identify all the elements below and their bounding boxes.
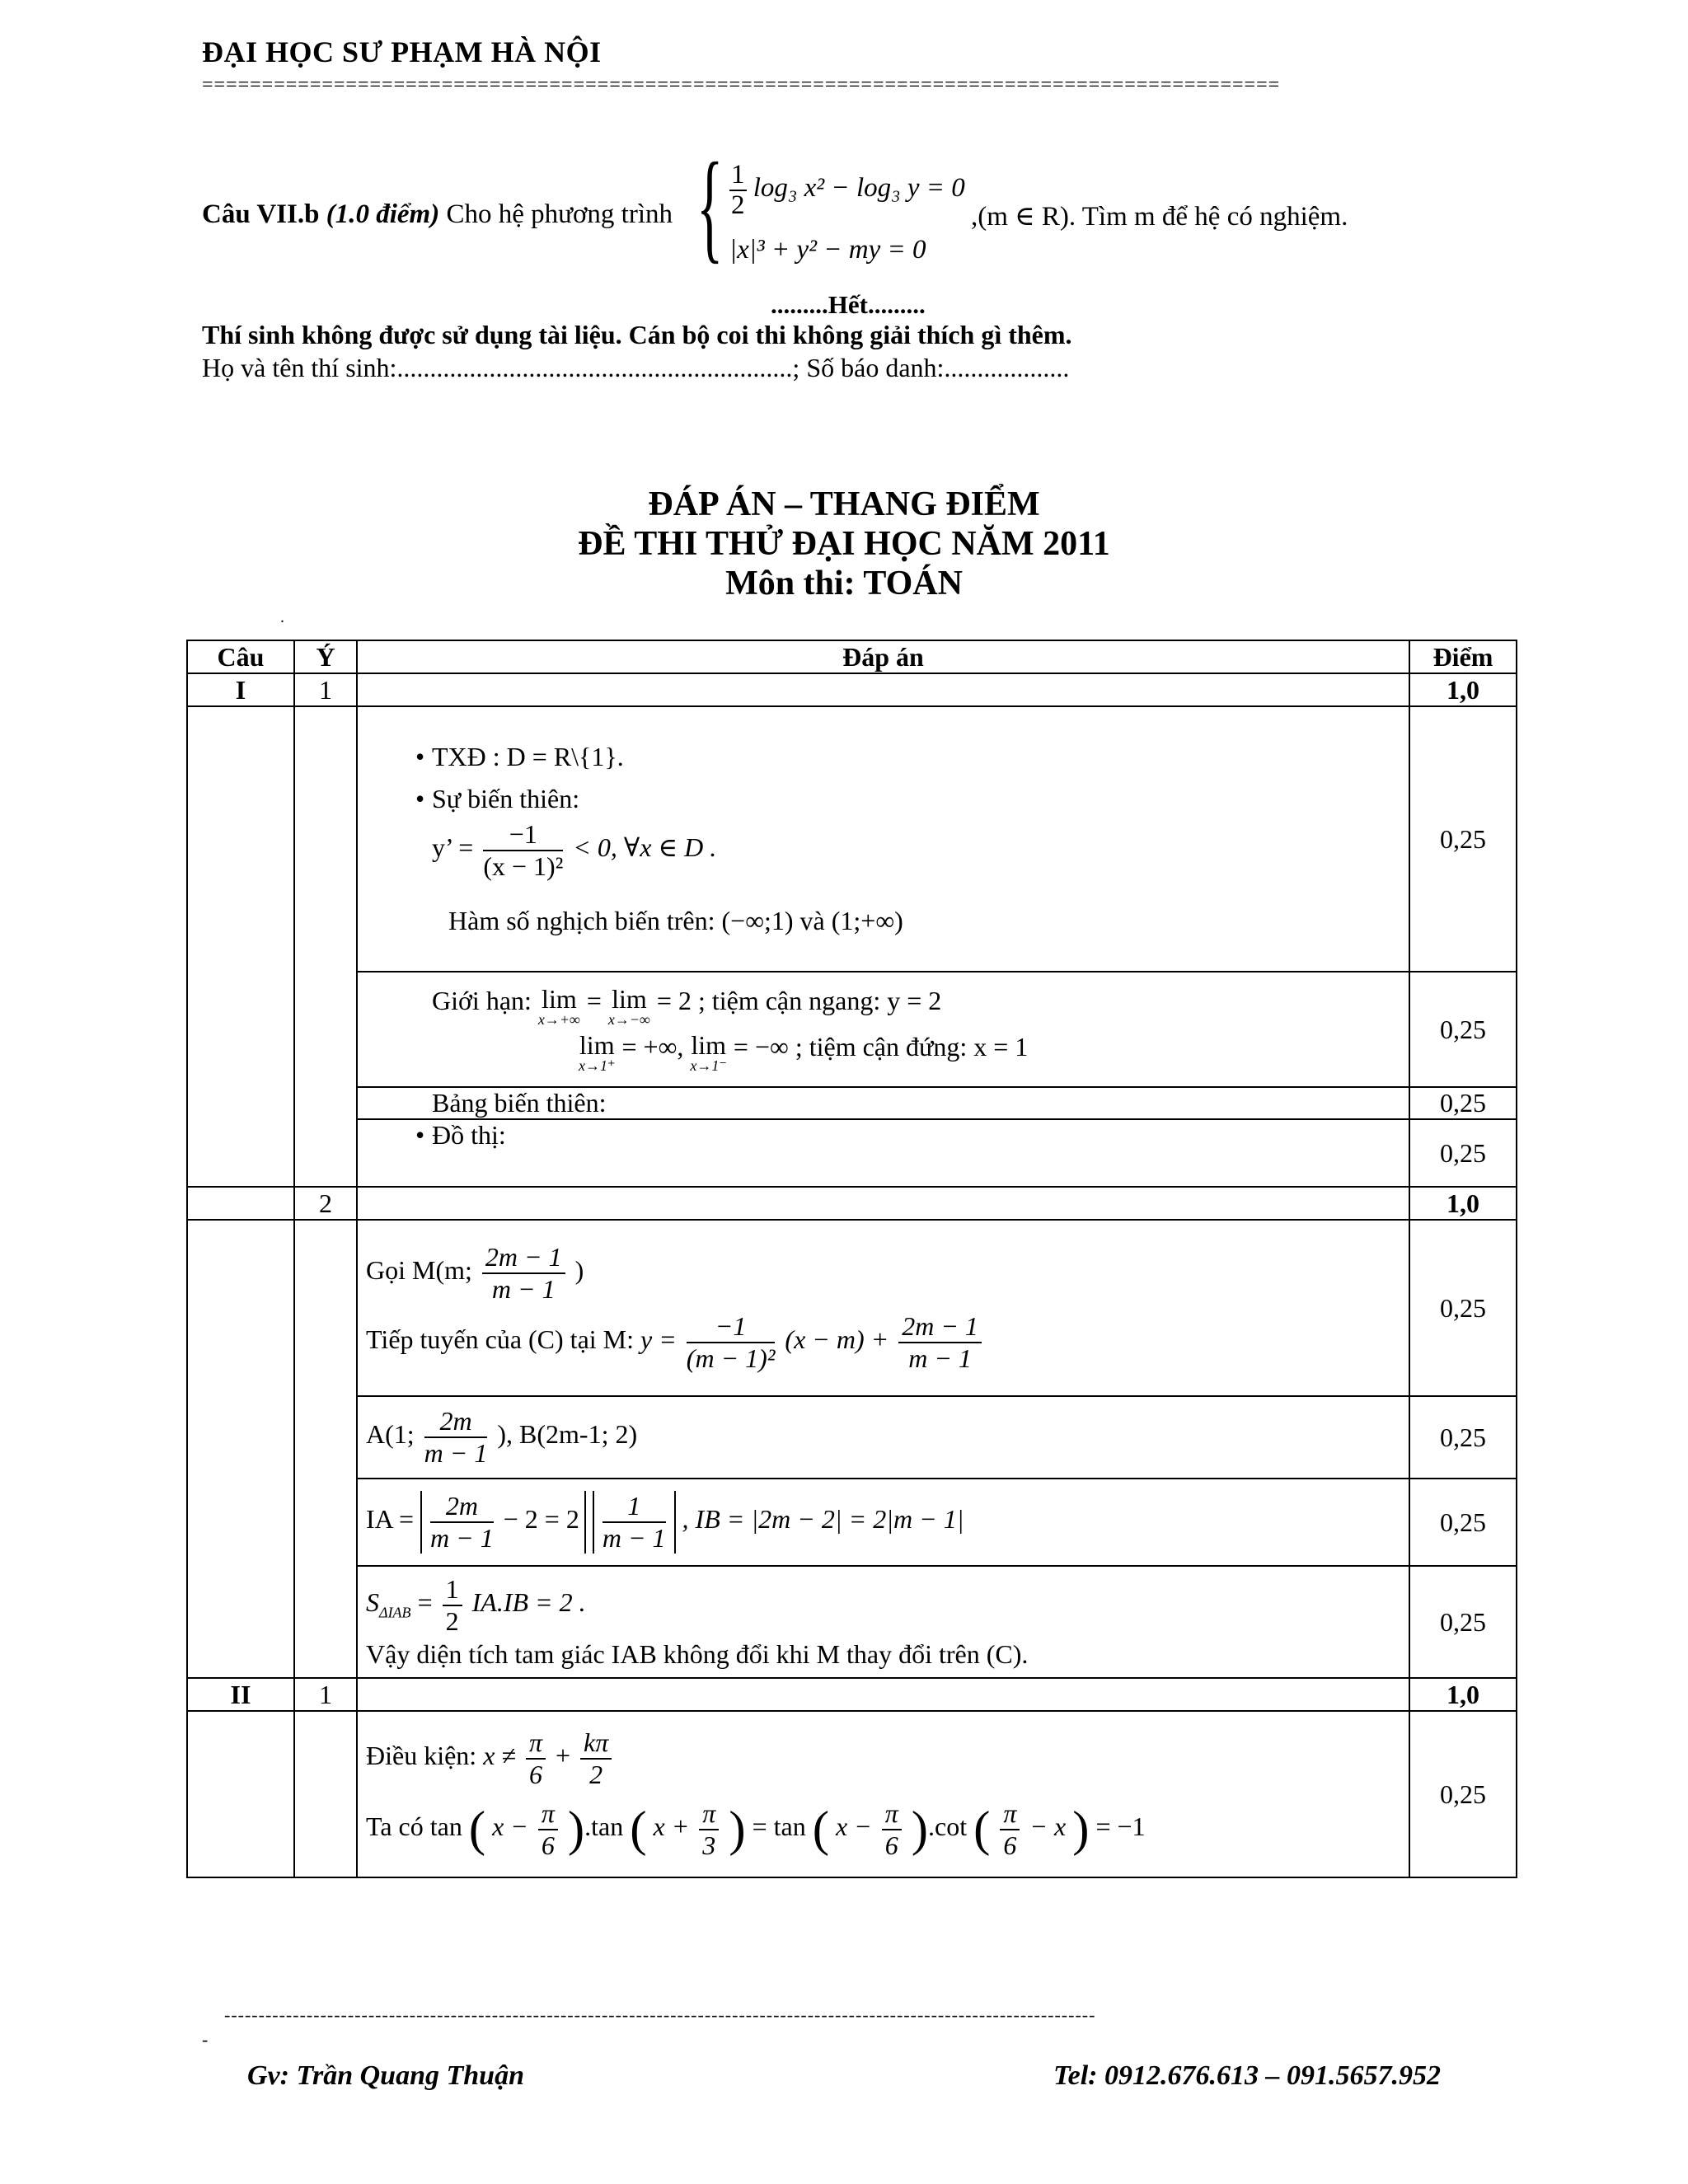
- limit-line-2: [366, 1032, 1400, 1073]
- question-condition: ,(m ∈ R). Tìm m để hệ có nghiệm.: [971, 202, 1348, 232]
- area-line: $S_{\Delta IAB}$ = $\frac{1}{2}$ IA.IB = 2 .: [366, 1573, 586, 1636]
- dap-an-cell: [357, 1711, 1409, 1877]
- header-diem: Điểm: [1409, 640, 1517, 673]
- diem-cell: 1,0: [1409, 1678, 1517, 1711]
- table-row: [187, 1711, 1517, 1877]
- header-cau: Câu: [187, 640, 294, 673]
- yprime-rhs: < 0, ∀x ∈ D .: [573, 832, 717, 862]
- dap-an-cell: [357, 673, 1409, 706]
- y-cell: [294, 1220, 357, 1678]
- footer-phone: Tel: 0912.676.613 – 091.5657.952: [1053, 2060, 1442, 2091]
- table-row: [187, 1396, 1517, 1479]
- goi-m-line: Gọi M(m; $\frac{2m - 1}{m - 1}$ ): [366, 1242, 584, 1305]
- answer-title-2: ĐỀ THI THỬ ĐẠI HỌC NĂM 2011: [578, 525, 1110, 563]
- table-row: [187, 673, 1517, 706]
- dap-an-cell: [357, 1187, 1409, 1220]
- dap-an-cell: A(1; $\frac{2m}{m - 1}$ ), B(2m-1; 2): [357, 1396, 1409, 1479]
- answer-title-3: Môn thi: TOÁN: [725, 565, 963, 602]
- tt-frac2: $\frac{2m - 1}{m - 1}$: [898, 1311, 982, 1374]
- limit-line-1: Giới hạn: lim x→+∞ = lim x→−∞ = 2 ; tiệm cận ngang: y = 2: [432, 984, 942, 1028]
- answer-table: [186, 640, 1517, 1878]
- footer-rule: -------------------------------------------------------------------------------------------------------------------------------: [224, 2004, 1096, 2021]
- question-vii-b: [202, 199, 673, 230]
- yprime-frac: [483, 819, 563, 882]
- score-cell: 0,25: [1409, 1396, 1517, 1479]
- table-row: [187, 972, 1517, 1087]
- header-rule: ==========================================================================================: [202, 74, 1281, 94]
- question-points: (1.0 điểm): [326, 199, 440, 229]
- question-intro: Cho hệ phương trình: [446, 199, 673, 229]
- table-header-row: [187, 640, 1517, 673]
- equation-system: [696, 138, 993, 284]
- bbt-line: Bảng biến thiên:: [432, 1088, 607, 1118]
- lim-1p: lim x→1⁺: [579, 1030, 616, 1074]
- score-cell: 0,25: [1409, 706, 1517, 972]
- dap-an-cell: [357, 706, 1409, 972]
- table-row: [187, 706, 1517, 972]
- cau-cell: [187, 706, 294, 1187]
- lim-line1-rest: = 2 ; tiệm cận ngang: y = 2: [656, 986, 942, 1015]
- lim-line2-rest: = −∞ ; tiệm cận đứng: x = 1: [733, 1032, 1029, 1062]
- table-row: [187, 1119, 1517, 1187]
- cau-cell: II: [187, 1678, 294, 1711]
- dap-an-cell: [357, 1119, 1409, 1187]
- yprime-line: [366, 819, 1400, 882]
- dap-an-cell: IA = $\frac{2m}{m - 1}$ − 2 = 2 $\frac{1}{m - 1}$ , IB = |2m − 2| = 2|m − 1|: [357, 1479, 1409, 1566]
- ia-abs2: $\frac{1}{m - 1}$: [593, 1491, 676, 1554]
- header-y: Ý: [294, 640, 357, 673]
- area-conclusion: Vậy diện tích tam giác IAB không đổi khi M thay đổi trên (C).: [366, 1639, 1029, 1670]
- score-cell: 0,25: [1409, 1220, 1517, 1396]
- system-eq2: |x|³ + y² − my = 0: [729, 235, 926, 265]
- ia-abs1: $\frac{2m}{m - 1}$ − 2 = 2: [420, 1491, 586, 1554]
- school-name: ĐẠI HỌC SƯ PHẠM HÀ NỘI: [202, 35, 602, 68]
- system-brace: {: [696, 138, 724, 274]
- yprime-lhs: y’ =: [432, 832, 474, 862]
- exam-note: Thí sinh không được sử dụng tài liệu. Cán bộ coi thi không giải thích gì thêm.: [202, 320, 1072, 349]
- table-row: [187, 1479, 1517, 1566]
- stray-dot: .: [280, 608, 284, 626]
- table-row: [187, 1566, 1517, 1678]
- candidate-line: Họ và tên thí sinh:............................................................; Số báo danh:...................: [202, 353, 1070, 382]
- dap-an-cell: [357, 1087, 1409, 1119]
- cau-cell: I: [187, 673, 294, 706]
- cau-cell: [187, 1187, 294, 1220]
- score-cell: 0,25: [1409, 1087, 1517, 1119]
- lim-1m: lim x→1⁻: [690, 1030, 727, 1074]
- cau-cell: [187, 1220, 294, 1678]
- tiep-tuyen-line: Tiếp tuyến của (C) tại M: y = $\frac{-1}{\text{(m − 1)²}}$ (x − m) + $\frac{2m - 1}{m - 1}$: [366, 1311, 1400, 1374]
- dothi-line: • Đồ thị:: [366, 1120, 1400, 1151]
- question-label: Câu VII.b: [202, 199, 320, 229]
- y-cell: [294, 706, 357, 1187]
- eq1-half: $\frac{1}{2}$: [731, 160, 745, 220]
- system-eq1: $\frac{1}{2}$ log₃ x² − log₃ y = 0: [731, 160, 965, 220]
- score-cell: 0,25: [1409, 1479, 1517, 1566]
- lim-pinf: lim x→+∞: [537, 984, 580, 1028]
- tt-frac1: $\frac{-1}{\text{(m − 1)²}}$: [686, 1311, 776, 1373]
- txd-line: • TXĐ : D = R\{1}.: [366, 742, 1400, 772]
- ta-co-line: Ta có tan ( x − $\frac{\pi}{6}$ ).tan ( x + $\frac{\pi}{3}$ ) = tan ( x − $\frac{\pi}{6}$ ).cot ( $\frac{\pi}{6}$ − x ) = −1: [366, 1798, 1146, 1860]
- y-cell: 2: [294, 1187, 357, 1220]
- y-cell: 1: [294, 673, 357, 706]
- score-cell: 0,25: [1409, 972, 1517, 1087]
- dap-an-cell: [357, 1220, 1409, 1396]
- footer-teacher: Gv: Trần Quang Thuận: [247, 2060, 524, 2091]
- table-row: [187, 1678, 1517, 1711]
- dap-an-cell: [357, 1566, 1409, 1678]
- a-frac: $\frac{2m}{m - 1}$: [424, 1406, 488, 1468]
- score-cell: 0,25: [1409, 1119, 1517, 1187]
- diem-cell: 1,0: [1409, 1187, 1517, 1220]
- header-dap-an: Đáp án: [357, 640, 1409, 673]
- lim-minf: lim x→−∞: [607, 984, 650, 1028]
- monotone-line: Hàm số nghịch biến trên: (−∞;1) và (1;+∞): [448, 906, 903, 936]
- diem-cell: 1,0: [1409, 673, 1517, 706]
- table-row: [187, 1220, 1517, 1396]
- goi-m-frac: $\frac{2m - 1}{m - 1}$: [482, 1242, 565, 1305]
- dap-an-cell: [357, 1678, 1409, 1711]
- dieu-kien-line: Điều kiện: x ≠ $\frac{\pi}{6}$ + $\frac{k\pi}{2}$: [366, 1727, 1400, 1790]
- y-cell: [294, 1711, 357, 1877]
- sbt-line: • Sự biến thiên:: [366, 784, 1400, 814]
- dap-an-cell: [357, 972, 1409, 1087]
- answer-title-1: ĐÁP ÁN – THANG ĐIỂM: [648, 485, 1040, 523]
- table-row: [187, 1187, 1517, 1220]
- y-cell: 1: [294, 1678, 357, 1711]
- cau-cell: [187, 1711, 294, 1877]
- footer-dash: -: [202, 2029, 209, 2050]
- score-cell: 0,25: [1409, 1711, 1517, 1877]
- gioihan-label: Giới hạn:: [432, 986, 532, 1015]
- area-frac: $\frac{1}{2}$: [443, 1574, 462, 1637]
- end-marker: .........Hết.........: [771, 290, 926, 319]
- yprime-num: −1: [483, 819, 563, 851]
- table-row: [187, 1087, 1517, 1119]
- lim-line2-mid: = +∞,: [621, 1032, 684, 1062]
- score-cell: 0,25: [1409, 1566, 1517, 1678]
- yprime-den: (x − 1)²: [483, 851, 564, 881]
